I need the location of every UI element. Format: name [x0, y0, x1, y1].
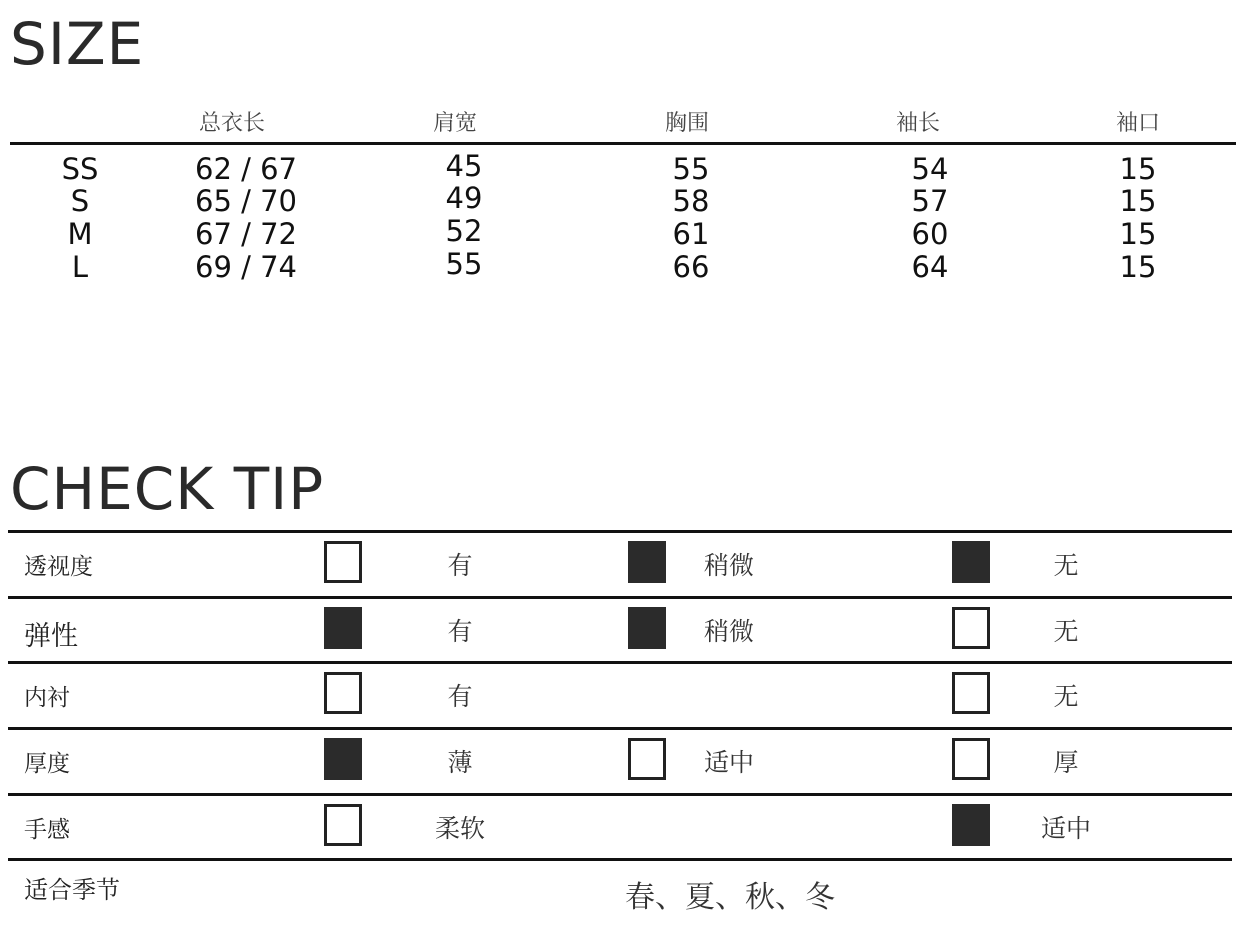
check-row-divider — [8, 530, 1232, 533]
size-cell-length: 65 / 70 — [194, 184, 298, 218]
size-cell-length: 67 / 72 — [194, 217, 298, 251]
size-column-header: 袖口 — [1115, 111, 1161, 136]
check-tip-title: CHECK TIP — [10, 455, 325, 523]
size-cell-chest: 61 — [672, 217, 710, 251]
check-option-label: 有 — [447, 617, 473, 646]
size-title: SIZE — [10, 10, 145, 78]
check-row-divider — [8, 727, 1232, 730]
check-row-label: 弹性 — [24, 621, 78, 652]
empty-checkbox — [952, 738, 990, 780]
size-cell-chest: 55 — [672, 152, 710, 186]
check-row-divider — [8, 793, 1232, 796]
size-cell-shoulder: 49 — [445, 181, 483, 215]
check-row-divider — [8, 661, 1232, 664]
size-cell-cuff: 15 — [1119, 184, 1157, 218]
empty-checkbox — [628, 738, 666, 780]
season-value: 春、夏、秋、冬 — [625, 880, 835, 915]
checked-checkbox — [324, 738, 362, 780]
check-option-label: 适中 — [1040, 814, 1092, 843]
size-cell-chest: 58 — [672, 184, 710, 218]
check-option-label: 适中 — [703, 748, 755, 777]
size-label: SS — [61, 152, 99, 186]
check-row-label: 厚度 — [24, 751, 70, 777]
check-option-label: 稍微 — [703, 551, 755, 580]
check-row-label: 内衬 — [24, 685, 70, 711]
check-row-divider — [8, 858, 1232, 861]
checked-checkbox — [628, 541, 666, 583]
check-row-label: 手感 — [24, 817, 70, 843]
size-cell-shoulder: 52 — [445, 214, 483, 248]
size-cell-shoulder: 55 — [445, 247, 483, 281]
size-label: M — [67, 217, 93, 251]
size-cell-sleeve: 64 — [911, 250, 949, 284]
checked-checkbox — [952, 541, 990, 583]
size-cell-sleeve: 57 — [911, 184, 949, 218]
checked-checkbox — [324, 607, 362, 649]
size-column-header: 袖长 — [895, 111, 941, 136]
size-label: L — [71, 250, 89, 284]
check-option-label: 有 — [447, 682, 473, 711]
empty-checkbox — [952, 672, 990, 714]
check-option-label: 无 — [1053, 682, 1079, 711]
empty-checkbox — [324, 804, 362, 846]
check-option-label: 厚 — [1053, 748, 1079, 777]
size-cell-cuff: 15 — [1119, 217, 1157, 251]
size-cell-length: 62 / 67 — [194, 152, 298, 186]
size-header-rule — [10, 142, 1236, 145]
check-option-label: 无 — [1053, 617, 1079, 646]
check-row-divider — [8, 596, 1232, 599]
check-option-label: 无 — [1053, 551, 1079, 580]
check-option-label: 稍微 — [703, 617, 755, 646]
season-label: 适合季节 — [24, 876, 120, 904]
size-cell-cuff: 15 — [1119, 250, 1157, 284]
size-label: S — [70, 184, 90, 218]
checked-checkbox — [952, 804, 990, 846]
size-cell-shoulder: 45 — [445, 149, 483, 183]
check-option-label: 有 — [447, 551, 473, 580]
empty-checkbox — [324, 672, 362, 714]
size-cell-sleeve: 60 — [911, 217, 949, 251]
empty-checkbox — [952, 607, 990, 649]
check-option-label: 柔软 — [434, 814, 486, 843]
size-cell-cuff: 15 — [1119, 152, 1157, 186]
size-column-header: 肩宽 — [432, 111, 478, 136]
check-row-label: 透视度 — [24, 554, 93, 580]
check-option-label: 薄 — [447, 748, 473, 777]
size-cell-sleeve: 54 — [911, 152, 949, 186]
size-cell-chest: 66 — [672, 250, 710, 284]
size-column-header: 胸围 — [664, 111, 710, 136]
checked-checkbox — [628, 607, 666, 649]
size-cell-length: 69 / 74 — [194, 250, 298, 284]
size-column-header: 总衣长 — [198, 111, 266, 136]
empty-checkbox — [324, 541, 362, 583]
